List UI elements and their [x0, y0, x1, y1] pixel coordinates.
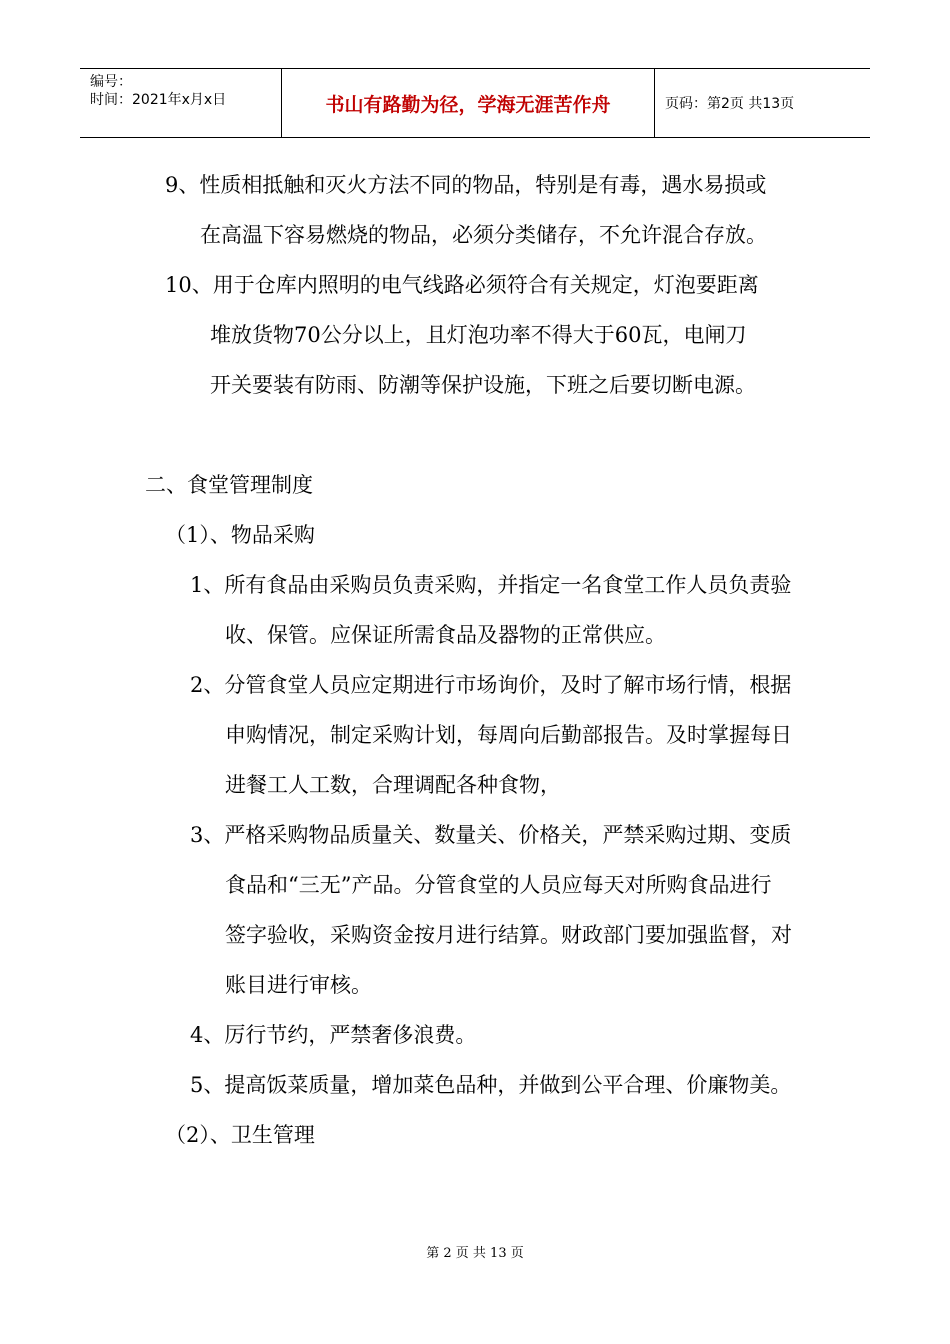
- text-line: 进餐工人工数，合理调配各种食物，: [225, 773, 561, 797]
- text-line: 在高温下容易燃烧的物品，必须分类储存，不允许混合存放。: [200, 223, 767, 247]
- text-line: 4、厉行节约，严禁奢侈浪费。: [190, 1023, 477, 1047]
- header-page-info: 页码：第2页 共13页: [665, 96, 795, 112]
- section-heading: 二、食堂管理制度: [145, 473, 313, 497]
- text-line: 2、分管食堂人员应定期进行市场询价，及时了解市场行情，根据: [190, 673, 792, 697]
- header-meta: [80, 69, 282, 137]
- text-line: 3、严格采购物品质量关、数量关、价格关，严禁采购过期、变质: [190, 823, 792, 847]
- text-line: 10、用于仓库内照明的电气线路必须符合有关规定，灯泡要距离: [165, 273, 759, 297]
- text-line: 收、保管。应保证所需食品及器物的正常供应。: [225, 623, 666, 647]
- text-line: 账目进行审核。: [225, 973, 372, 997]
- page-footer: 第 2 页 共 13 页: [426, 1246, 524, 1261]
- document-number-label: 编号：: [90, 74, 132, 90]
- subsection-heading: （2）、卫生管理: [165, 1123, 315, 1147]
- header-motto: 书山有路勤为径，学海无涯苦作舟: [282, 69, 655, 137]
- text-line: 堆放货物70公分以上，且灯泡功率不得大于60瓦，电闸刀: [210, 323, 747, 347]
- text-line: 5、提高饭菜质量，增加菜色品种，并做到公平合理、价廉物美。: [190, 1073, 792, 1097]
- text-line: 食品和“三无”产品。分管食堂的人员应每天对所购食品进行: [225, 873, 772, 897]
- text-line: 申购情况，制定采购计划，每周向后勤部报告。及时掌握每日: [225, 723, 792, 747]
- text-line: 9、性质相抵触和灭火方法不同的物品，特别是有毒，遇水易损或: [165, 173, 767, 197]
- text-line: 开关要装有防雨、防潮等保护设施，下班之后要切断电源。: [210, 373, 756, 397]
- subsection-heading: （1）、物品采购: [165, 523, 315, 547]
- document-date-label: 时间：2021年x月x日: [90, 92, 227, 108]
- page-header: [80, 68, 870, 138]
- text-line: 1、所有食品由采购员负责采购，并指定一名食堂工作人员负责验: [190, 573, 792, 597]
- text-line: 签字验收，采购资金按月进行结算。财政部门要加强监督，对: [225, 923, 792, 947]
